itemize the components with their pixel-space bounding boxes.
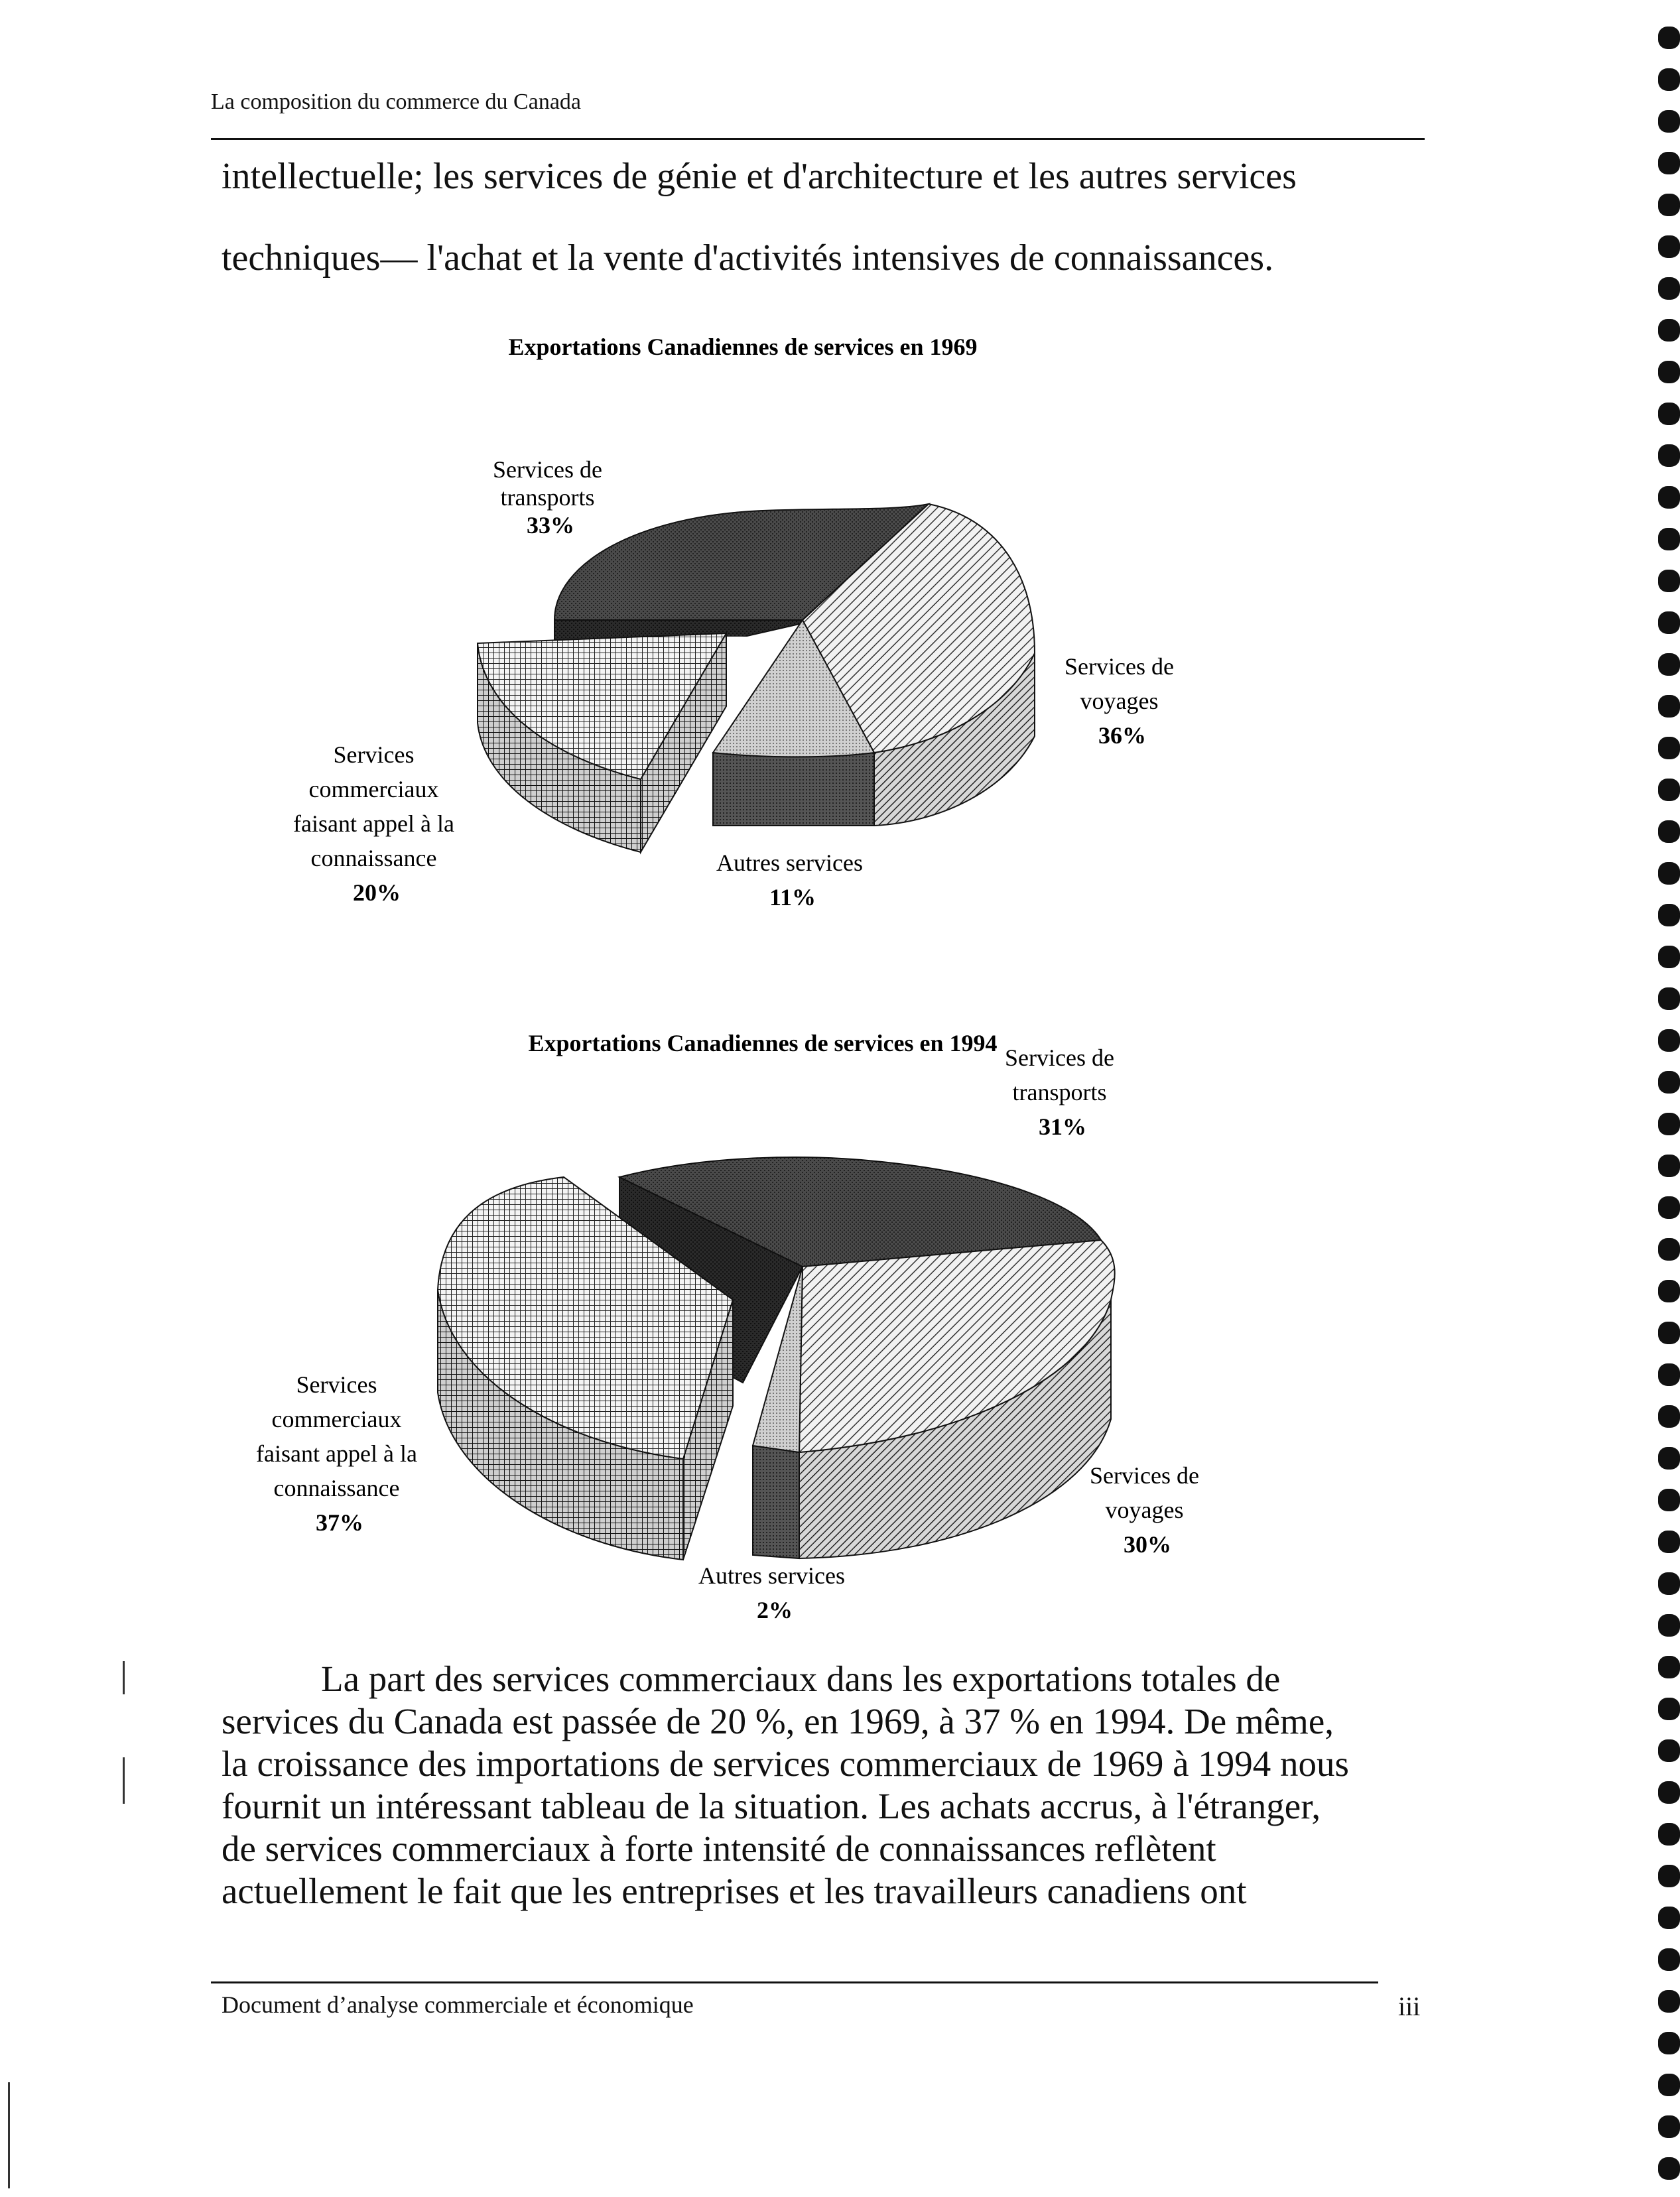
label-line: Services (333, 741, 415, 768)
pie-1969-label-voyages (1065, 653, 1180, 749)
pie-1969-value-commerciaux: 20% (353, 879, 401, 906)
label-line: Services de (1090, 1462, 1199, 1489)
label-line: Services (296, 1371, 377, 1398)
pie-1994-value-voyages: 30% (1124, 1531, 1171, 1558)
binding-hole (1658, 1781, 1680, 1804)
label-line: voyages (1105, 1497, 1184, 1523)
pie-1994-slice-autres-side (753, 1446, 799, 1558)
binding-hole (1658, 1614, 1680, 1637)
pie-1969-value-voyages: 36% (1098, 722, 1146, 749)
binding-hole (1658, 904, 1680, 926)
pie-1994-value-commerciaux: 37% (316, 1509, 363, 1536)
label-line: transports (1012, 1079, 1107, 1105)
binding-hole (1658, 820, 1680, 843)
label-line: faisant appel à la (293, 810, 454, 837)
binding-hole (1658, 235, 1680, 258)
body-line: de services commerciaux à forte intensité de connaissances reflètent (222, 1828, 1216, 1869)
binding-hole (1658, 2074, 1680, 2096)
label-line: connaissance (310, 845, 437, 871)
binding-hole (1658, 277, 1680, 300)
binding-hole (1658, 1739, 1680, 1762)
binding-hole (1658, 1531, 1680, 1553)
pie-chart-1969 (478, 504, 1035, 852)
label-line: Autres services (698, 1562, 845, 1589)
binding-hole (1658, 987, 1680, 1010)
margin-mark (123, 1757, 125, 1804)
pie-1994-label-commerciaux (256, 1371, 423, 1536)
binding-hole (1658, 1907, 1680, 1929)
label-line: voyages (1080, 688, 1159, 714)
footer-rule (211, 1981, 1378, 1983)
binding-hole (1658, 1155, 1680, 1177)
pie-1969-slice-autres-side (713, 753, 874, 826)
pie-1994-value-transport: 31% (1039, 1113, 1086, 1140)
label-line: faisant appel à la (256, 1440, 417, 1467)
binding-holes (1658, 0, 1680, 2197)
label-line: Services de (1065, 653, 1174, 680)
binding-hole (1658, 1071, 1680, 1094)
binding-hole (1658, 1447, 1680, 1470)
binding-hole (1658, 1572, 1680, 1595)
chart-1969-title: Exportations Canadiennes de services en 1969 (508, 334, 978, 360)
binding-hole (1658, 194, 1680, 216)
pie-1994-value-autres: 2% (757, 1597, 793, 1623)
binding-hole (1658, 1405, 1680, 1428)
body-line: la croissance des importations de services commerciaux de 1969 à 1994 nous (222, 1743, 1349, 1784)
binding-hole (1658, 1196, 1680, 1219)
binding-hole (1658, 27, 1680, 49)
pie-1994-label-voyages (1090, 1462, 1205, 1558)
intro-line: intellectuelle; les services de génie et d'architecture et les autres services (222, 156, 1297, 197)
binding-hole (1658, 361, 1680, 383)
binding-hole (1658, 110, 1680, 133)
intro-line: techniques— l'achat et la vente d'activités intensives de connaissances. (222, 237, 1274, 279)
binding-hole (1658, 570, 1680, 592)
pie-1969-label-commerciaux (293, 741, 460, 906)
binding-hole (1658, 1990, 1680, 2013)
binding-hole (1658, 611, 1680, 634)
margin-mark (123, 1661, 125, 1694)
footer-text: Document d’analyse commerciale et économique (222, 1991, 694, 2018)
label-line: connaissance (273, 1475, 400, 1501)
binding-hole (1658, 695, 1680, 718)
pie-chart-1994 (438, 1157, 1115, 1560)
margin-mark (8, 2082, 10, 2188)
binding-hole (1658, 2157, 1680, 2180)
label-line: Services de (493, 456, 602, 483)
binding-hole (1658, 444, 1680, 467)
binding-hole (1658, 486, 1680, 509)
pie-1969-label-autres (716, 849, 869, 910)
binding-hole (1658, 1322, 1680, 1344)
label-line: Autres services (716, 849, 863, 876)
label-line: Services de (1005, 1044, 1114, 1071)
binding-hole (1658, 779, 1680, 801)
binding-hole (1658, 946, 1680, 968)
pie-1969-label-transport (493, 456, 608, 538)
binding-hole (1658, 152, 1680, 174)
body-line: fournit un intéressant tableau de la situation. Les achats accrus, à l'étranger, (222, 1786, 1321, 1826)
pie-1994-label-transport (1005, 1044, 1120, 1140)
binding-hole (1658, 2115, 1680, 2138)
label-line: transports (500, 484, 595, 511)
binding-hole (1658, 1948, 1680, 1971)
binding-hole (1658, 653, 1680, 676)
binding-hole (1658, 403, 1680, 425)
binding-hole (1658, 1029, 1680, 1052)
label-line: commerciaux (271, 1406, 402, 1432)
binding-hole (1658, 862, 1680, 885)
binding-hole (1658, 1113, 1680, 1135)
pie-1969-gap (726, 637, 753, 690)
binding-hole (1658, 1489, 1680, 1511)
binding-hole (1658, 1238, 1680, 1261)
binding-hole (1658, 2032, 1680, 2054)
binding-hole (1658, 1363, 1680, 1386)
chart-1994-title: Exportations Canadiennes de services en 1994 (528, 1030, 998, 1056)
body-line-text: La part des services commerciaux dans les exportations totales de (321, 1659, 1281, 1699)
label-line: commerciaux (308, 776, 439, 802)
binding-hole (1658, 1823, 1680, 1846)
pie-1969-value-autres: 11% (769, 884, 816, 910)
binding-hole (1658, 68, 1680, 91)
binding-hole (1658, 319, 1680, 342)
binding-hole (1658, 1698, 1680, 1720)
binding-hole (1658, 1280, 1680, 1302)
binding-hole (1658, 737, 1680, 759)
pie-1994-label-autres (698, 1562, 851, 1623)
binding-hole (1658, 1865, 1680, 1887)
binding-hole (1658, 1656, 1680, 1678)
pie-1969-value-transport: 33% (527, 512, 574, 538)
binding-hole (1658, 528, 1680, 550)
body-line: services du Canada est passée de 20 %, en 1969, à 37 % en 1994. De même, (222, 1701, 1334, 1741)
body-line (222, 1658, 1415, 1700)
running-header: La composition du commerce du Canada (211, 90, 581, 114)
page-number: iii (1398, 1991, 1421, 2021)
body-line: actuellement le fait que les entreprises et les travailleurs canadiens ont (222, 1871, 1247, 1911)
body-paragraph (222, 1658, 1415, 1913)
